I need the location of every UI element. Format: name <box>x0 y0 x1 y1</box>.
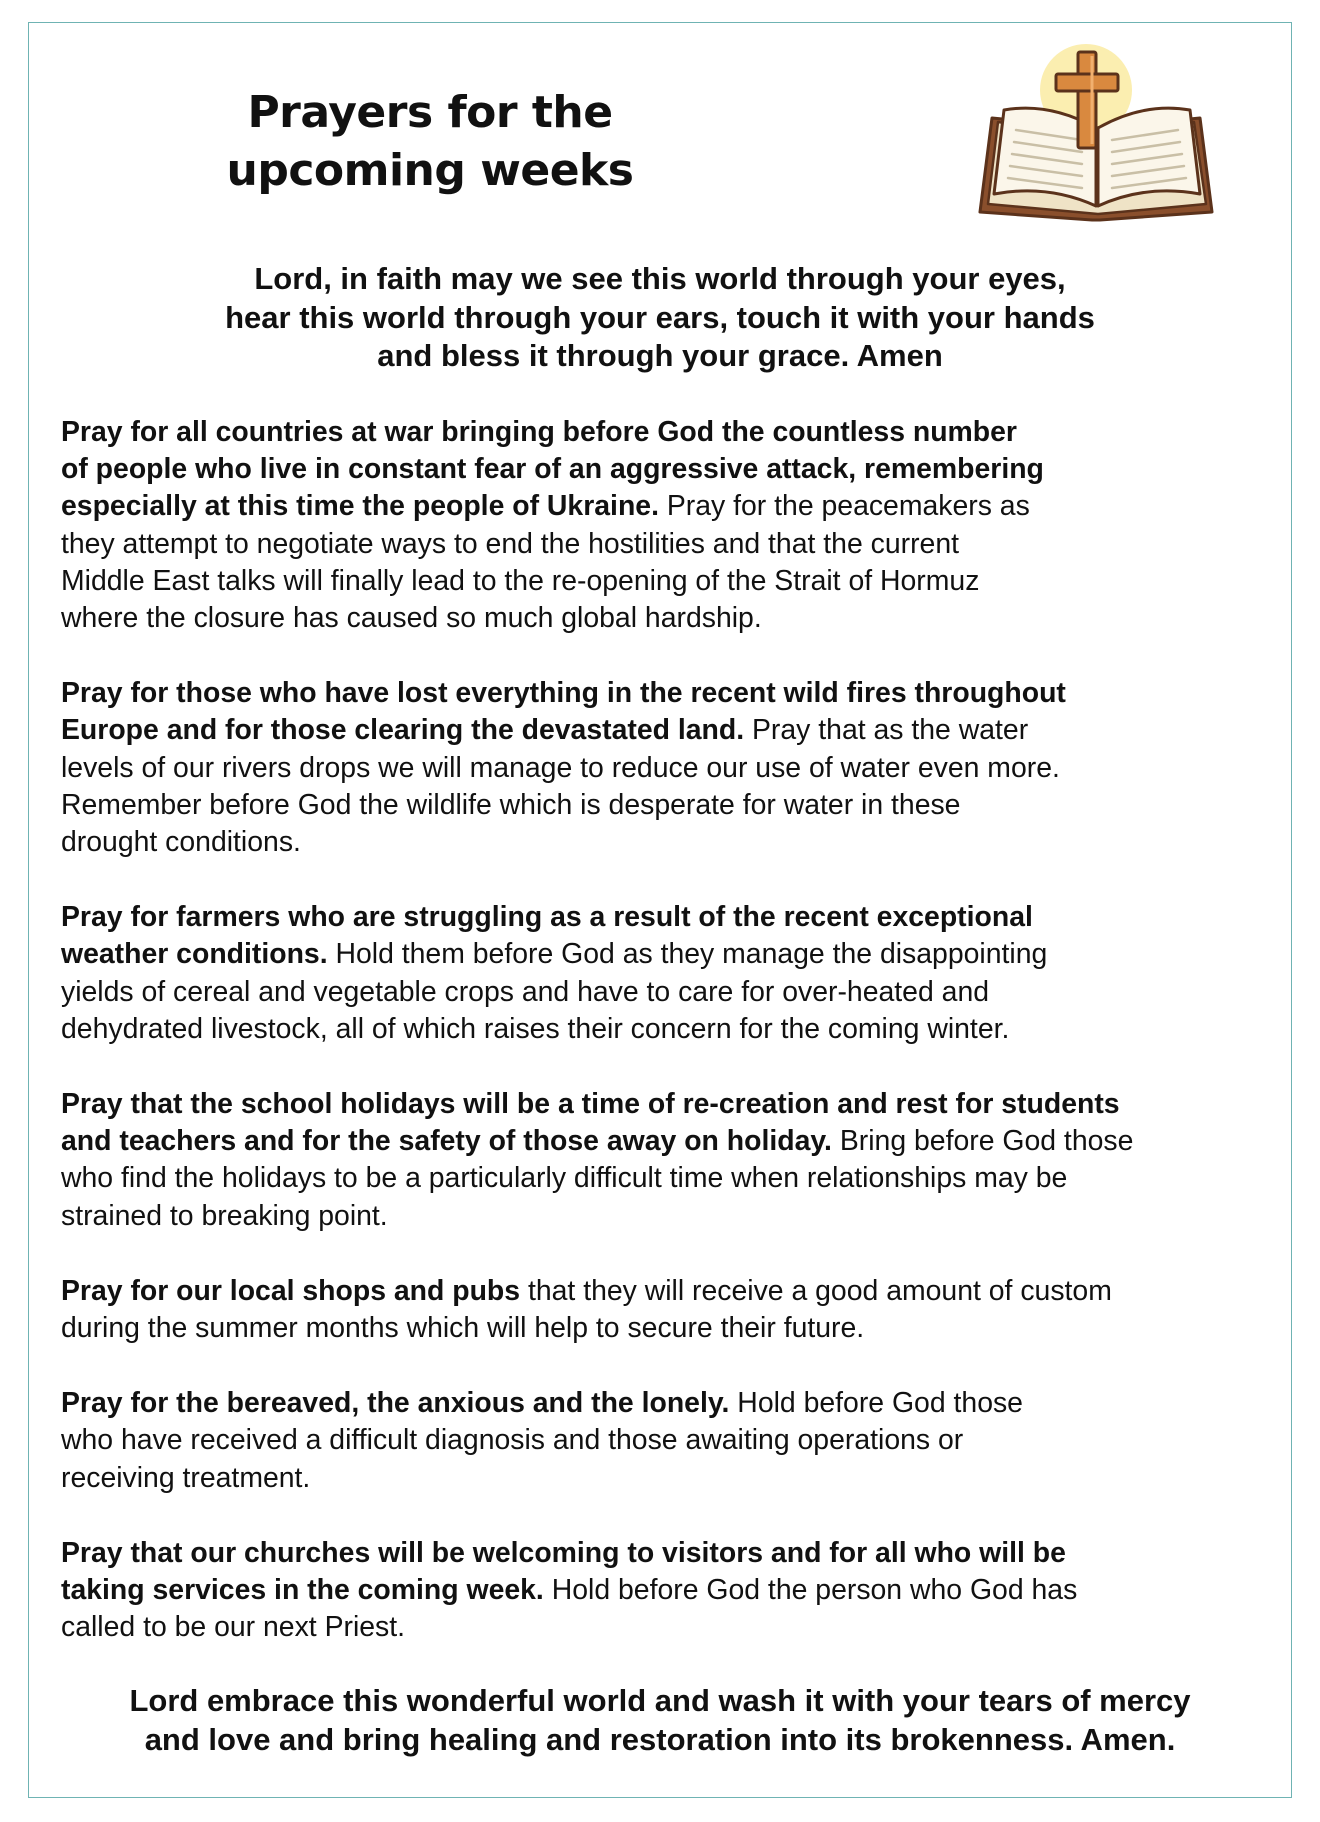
prayer-item <box>61 1273 1291 1347</box>
prayer-text: Hold before God the person who God has called to be our next Priest. <box>61 1574 1078 1644</box>
prayer-item <box>61 1385 1291 1497</box>
opening-prayer: Lord, in faith may we see this world through your eyes, hear this world through your ears, touch it with your hands and bless it through your grace. Amen <box>225 261 1095 373</box>
prayer-item <box>61 899 1291 1048</box>
prayer-item <box>61 414 1291 637</box>
page-title: Prayers for the upcoming weeks <box>226 87 634 196</box>
prayer-heading: Pray for those who have lost everything in the recent wild fires throughout Europe and for those clearing the devastated land. <box>61 677 1066 747</box>
prayer-item <box>61 1086 1291 1235</box>
prayer-text: Hold before God those who have received a difficult diagnosis and those awaiting operations or receiving treatment. <box>61 1387 1023 1494</box>
prayer-text: Pray that as the water levels of our rivers drops we will manage to reduce our use of water even more. Remember before God the wildlife which is desperate for water in these drought conditions. <box>61 714 1060 859</box>
open-bible-with-cross-icon <box>974 44 1220 224</box>
prayer-text: Pray for the peacemakers as they attempt to negotiate ways to end the hostilities and that the current Middle East talks will finally lead to the re-opening of the Strait of Hormuz where the closure has caused so much global hardship. <box>61 490 1030 635</box>
prayer-list <box>61 414 1291 1684</box>
prayer-text: Bring before God those who find the holidays to be a particularly difficult time when relationships may be strained to breaking point. <box>61 1125 1134 1232</box>
prayer-heading: Pray for all countries at war bringing before God the countless number of people who live in constant fear of an aggressive attack, remembering especially at this time the people of Ukraine. <box>61 416 1044 523</box>
prayer-heading: Pray for the bereaved, the anxious and the lonely. <box>61 1387 730 1420</box>
prayer-text: Hold them before God as they manage the disappointing yields of cereal and vegetable crops and have to care for over-heated and dehydrated livestock, all of which raises their concern for the coming winter. <box>61 938 1048 1045</box>
prayer-heading: Pray for farmers who are struggling as a result of the recent exceptional weather conditions. <box>61 901 1033 971</box>
closing-prayer: Lord embrace this wonderful world and wash it with your tears of mercy and love and bring healing and restoration into its brokenness. Amen. <box>129 1683 1191 1757</box>
prayer-heading: Pray that our churches will be welcoming to visitors and for all who will be taking services in the coming week. <box>61 1536 1066 1607</box>
prayer-text: that they will receive a good amount of custom during the summer months which will help to secure their future. <box>61 1274 1112 1345</box>
prayer-heading: Pray for our local shops and pubs <box>61 1274 521 1307</box>
prayer-heading: Pray that the school holidays will be a time of re-creation and rest for students and teachers and for the safety of those away on holiday. <box>61 1088 1120 1158</box>
prayer-item <box>61 675 1291 861</box>
prayer-item <box>61 1535 1291 1647</box>
